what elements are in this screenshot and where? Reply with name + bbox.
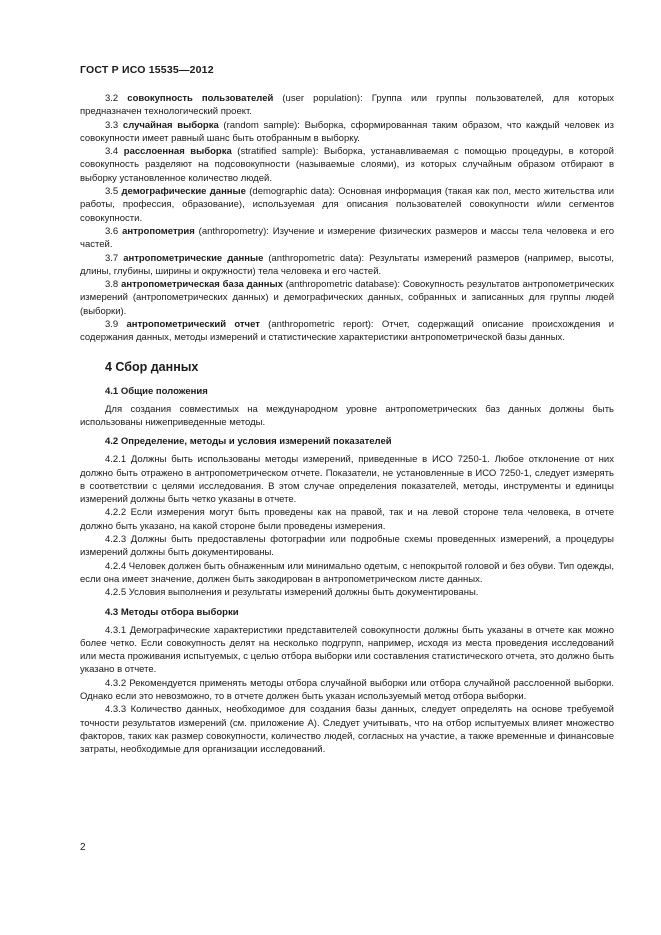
- document-header: ГОСТ Р ИСО 15535—2012: [80, 64, 214, 76]
- definition-term: совокупность пользователей: [127, 93, 274, 104]
- paragraph: 4.2.3 Должны быть предоставлены фотографии или подробные схемы проведенных измерений, а процедуры измерений должны быть документированы.: [80, 534, 614, 559]
- definition-item: 3.9 антропометрический отчет (anthropometric report): Отчет, содержащий описание происхождения и содержания данных, методы измерений и статистические характеристики антропометрической базы данных.: [80, 319, 614, 344]
- document-body: [80, 92, 614, 756]
- definition-term: расслоенная выборка: [123, 146, 232, 158]
- section-title: 4 Сбор данных: [105, 359, 199, 374]
- subsection-title: 4.2 Определение, методы и условия измерений показателей: [105, 436, 392, 448]
- paragraph: 4.2.2 Если измерения могут быть проведены как на правой, так и на левой стороне тела человека, в отчете должно быть указано, на какой стороне были проведены измерения.: [80, 507, 614, 532]
- paragraph: 4.3.3 Количество данных, необходимое для создания базы данных, следует определять на основе требуемой точности результатов измерений (см. приложение А). Следует учитывать, что на отбор испытуемых влияет множество факторов, таких как размер совокупности, количество людей, согласных на участие, а также временные и финансовые затраты, необходимые для организации исследований.: [80, 704, 614, 756]
- definition-item: 3.5 демографические данные (demographic data): Основная информация (такая как пол, место жительства или работы, профессия, образование), используемая для описания пользователей совокупности и/или сегментов совокупности.: [80, 186, 615, 224]
- definition-item: 3.7 антропометрические данные (anthropometric data): Результаты измерений размеров (например, высоты, длины, глубины, ширины и окружности) тела человека и его частей.: [80, 252, 615, 277]
- definition-item: 3.8 антропометрическая база данных (anthropometric database): Совокупность результатов антропометрических измерений (антропометрических данных) и демографических данных, собранных и записанных для группы людей (выборки).: [80, 279, 615, 317]
- definition-item: 3.2 совокупность пользователей (user population): Группа или группы пользователей, для которых предназначен технологический проект.: [80, 93, 615, 118]
- paragraph: 4.2.4 Человек должен быть обнаженным или минимально одетым, с непокрытой головой и без обуви. Тип одежды, если она имеет значение, должен быть закодирован в антропометрическом листе данных.: [80, 560, 614, 585]
- subsection-title: 4.1 Общие положения: [105, 385, 208, 397]
- paragraph: 4.2.1 Должны быть использованы методы измерений, приведенные в ИСО 7250-1. Любое отклонение от них должно быть отражено в антропометрическом отчете. Показатели, не установленные в ИСО 7250-1, следует измерять в соответствии с целями исследования. В этом случае определения показателей, методы, инструменты и единицы измерений должны быть четко указаны в отчете.: [80, 454, 614, 506]
- page-number: 2: [80, 842, 86, 853]
- definition-term: антропометрический отчет: [126, 319, 260, 331]
- subsection-title: 4.3 Методы отбора выборки: [105, 606, 239, 618]
- definition-term: случайная выборка: [122, 119, 219, 131]
- paragraph: 4.2.5 Условия выполнения и результаты измерений должны быть документированы.: [105, 587, 479, 599]
- definition-term: демографические данные: [121, 186, 246, 198]
- definitions-list: [80, 92, 614, 345]
- paragraph: 4.3.1 Демографические характеристики представителей совокупности должны быть указаны в отчете как можно более четко. Если совокупность делят на несколько подгрупп, например, исходя из места проведения исследований или места проживания испытуемых, с целью отбора выборки или составления статистического отчета, это должно быть указано в отчете.: [80, 624, 614, 676]
- definition-term: антропометрическая база данных: [121, 279, 283, 291]
- definition-item: 3.4 расслоенная выборка (stratified sample): Выборка, устанавливаемая с помощью процедуры, в которой совокупность разделяют на подсовокупности (называемые слоями), из которых случайным образом отбирают в выборку установленное количество людей.: [80, 146, 614, 184]
- definition-term: антропометрические данные: [123, 252, 264, 264]
- paragraph: Для создания совместимых на международном уровне антропометрических баз данных должны быть использованы нижеприведенные методы.: [80, 403, 614, 428]
- definition-item: 3.6 антропометрия (anthropometry): Изучение и измерение физических размеров и массы тела человека и его частей.: [80, 225, 614, 251]
- paragraph: 4.3.2 Рекомендуется применять методы отбора случайной выборки или отбора случайной расслоенной выборки. Однако если это невозможно, то в отчете должен быть указан используемый метод отбора выборки.: [80, 677, 614, 702]
- definition-term: антропометрия: [122, 225, 195, 237]
- definition-item: 3.3 случайная выборка (random sample): Выборка, сформированная таким образом, что каждый человек из совокупности имеет равный шанс быть отобранным в выборку.: [80, 119, 614, 144]
